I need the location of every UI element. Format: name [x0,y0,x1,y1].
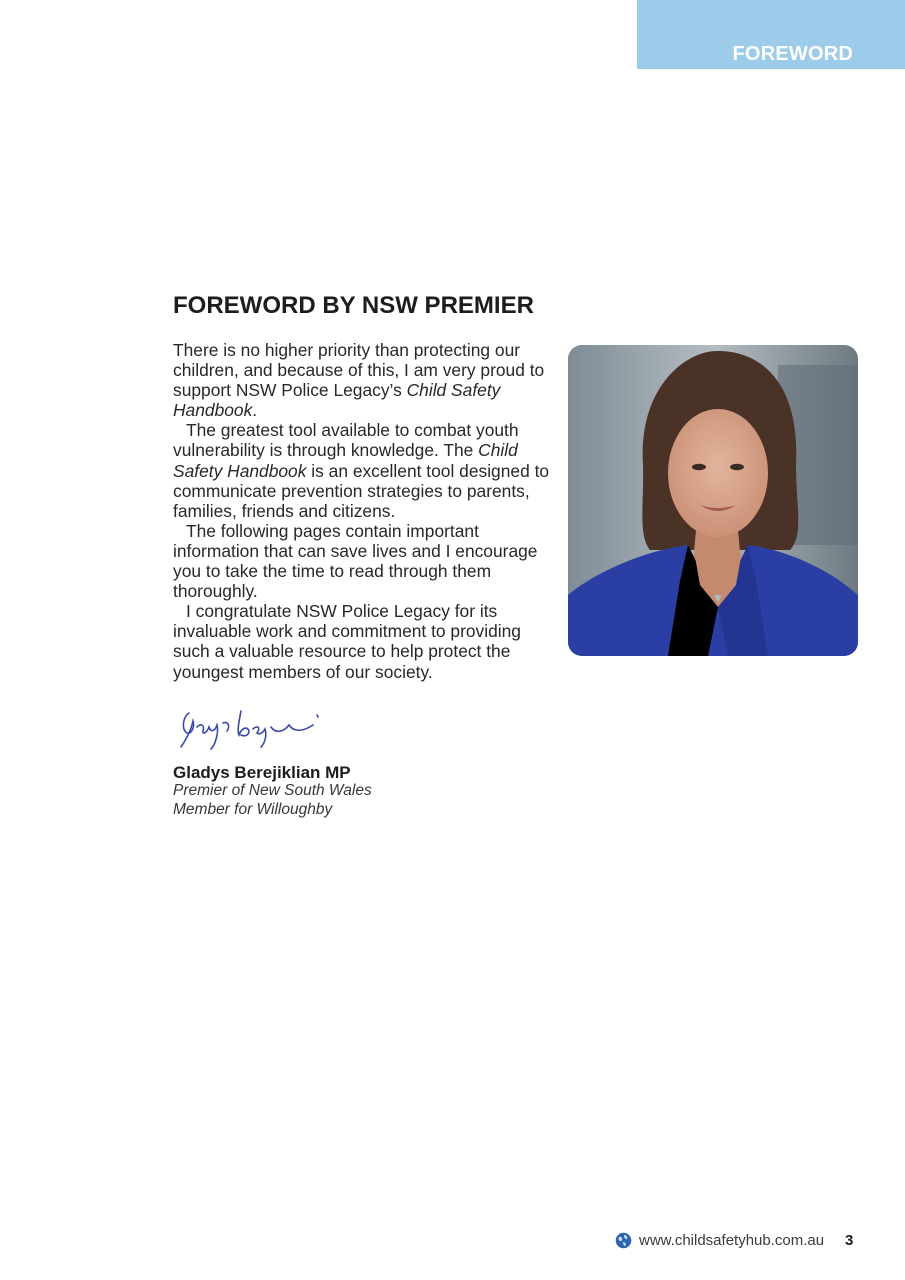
portrait-illustration [568,345,858,656]
paragraph [173,521,558,601]
section-label: FOREWORD [732,43,853,65]
handbook-title: Child Safety Handbook [173,380,501,421]
website-link[interactable]: www.childsafetyhub.com.au [639,1232,825,1249]
page-title: FOREWORD BY NSW PREMIER [173,292,534,319]
signatory-role: Premier of New South Wales [173,782,372,799]
premier-portrait-photo [568,345,858,656]
paragraph-text: There is no higher priority than protecting our children, and because of this, I am very proud to support NSW Police Legacy’s [173,340,545,401]
paragraph-text: The greatest tool available to combat youth vulnerability is through knowledge. The [173,420,519,461]
globe-icon [615,1232,632,1249]
paragraph [173,340,558,420]
foreword-body [173,340,558,682]
paragraph [173,601,558,681]
handbook-title: Child Safety Handbook [173,440,518,481]
section-tab [637,0,905,69]
signatory-name: Gladys Berejiklian MP [173,763,351,782]
footer [615,1232,824,1249]
paragraph-text: The following pages contain important information that can save lives and I encourage you to take the time to read through them thoroughly. [173,520,538,602]
signatory-electorate: Member for Willoughby [173,801,333,818]
paragraph-text: I congratulate NSW Police Legacy for its invaluable work and commitment to providing such a valuable resource to help protect the youngest members of our society. [173,601,521,682]
paragraph-text: . [252,400,258,421]
paragraph [173,420,558,520]
signature-image [175,703,325,753]
paragraph-text: is an excellent tool designed to communicate prevention strategies to parents, families, friends and citizens. [173,460,550,521]
page-number: 3 [845,1232,854,1249]
